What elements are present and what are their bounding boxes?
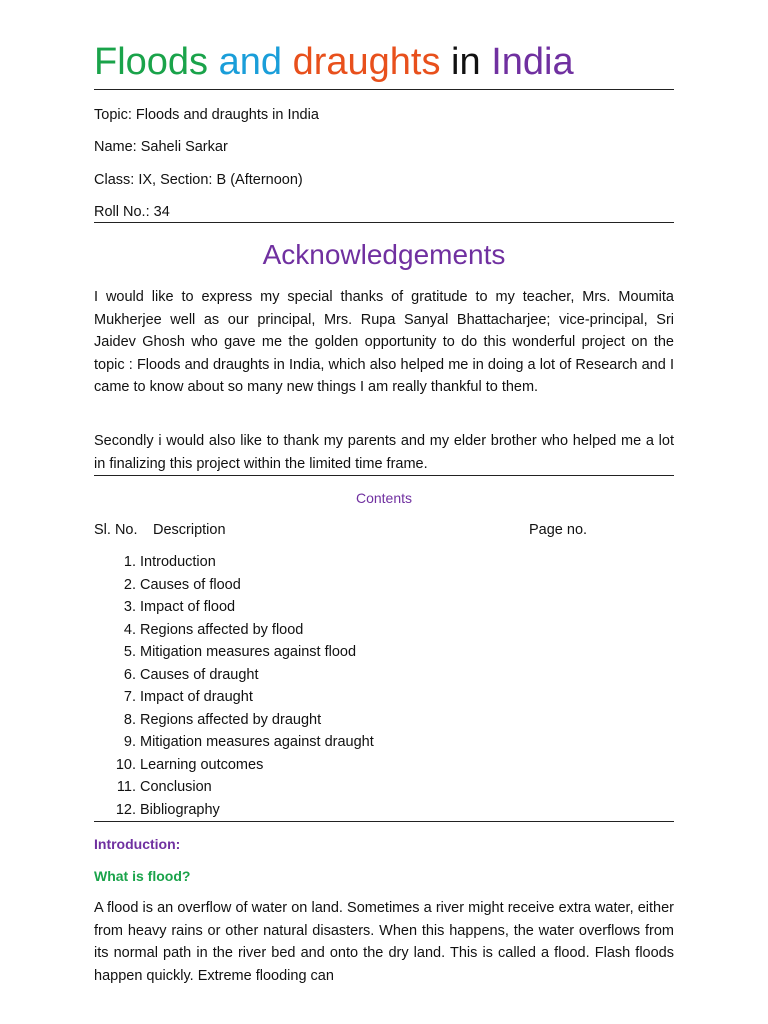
title-divider (94, 89, 674, 90)
acknowledgements-paragraph-2: Secondly i would also like to thank my parents and my elder brother who helped me a lot in finalizing this project within the limited time frame. (94, 433, 674, 472)
contents-item-12[interactable] (94, 799, 674, 822)
title-word-draughts: draughts (292, 41, 441, 83)
contents-item-number: 11. (116, 779, 136, 795)
contents-item-1[interactable] (94, 551, 674, 574)
contents-item-label: Mitigation measures against draught (140, 734, 374, 750)
contents-col-description: Description (153, 522, 226, 538)
contents-item-number: 8. (123, 711, 136, 728)
contents-heading: Contents (355, 490, 413, 506)
info-class: Class: IX, Section: B (Afternoon) (94, 172, 303, 188)
contents-item-number: 3. (123, 599, 136, 615)
contents-item-10[interactable] (94, 754, 674, 777)
contents-item-number: 12. (115, 801, 136, 818)
what-is-flood-heading: What is flood? (94, 868, 191, 884)
acknowledgements-heading: Acknowledgements (262, 239, 506, 270)
contents-item-label: Impact of draught (140, 689, 253, 705)
info-roll: Roll No.: 34 (94, 204, 170, 220)
contents-item-number: 10. (115, 756, 136, 773)
contents-item-5[interactable] (94, 641, 674, 664)
contents-item-label: Regions affected by flood (140, 621, 304, 638)
contents-item-6[interactable] (94, 664, 674, 687)
contents-item-number: 7. (123, 689, 136, 705)
contents-list (94, 551, 674, 821)
contents-item-number: 4. (123, 621, 136, 638)
contents-item-label: Causes of draught (140, 666, 259, 683)
contents-item-number: 2. (123, 576, 136, 593)
contents-item-2[interactable] (94, 574, 674, 597)
contents-item-label: Bibliography (140, 801, 220, 818)
contents-item-number: 1. (123, 554, 136, 570)
contents-divider (94, 821, 674, 822)
contents-item-8[interactable] (94, 709, 674, 732)
contents-item-number: 9. (123, 734, 136, 750)
contents-item-label: Introduction (140, 554, 216, 570)
contents-item-label: Learning outcomes (140, 756, 264, 773)
contents-item-label: Mitigation measures against flood (140, 644, 357, 660)
contents-item-label: Impact of flood (140, 599, 236, 615)
info-name: Name: Saheli Sarkar (94, 139, 228, 155)
introduction-heading: Introduction: (94, 836, 181, 852)
info-divider (94, 222, 674, 223)
acknowledgements-paragraph-1: I would like to express my special thanks of gratitude to my teacher, Mrs. Moumita Mukherjee well as our principal, Mrs. Rupa Sanyal Bhattacharjee; vice-principal, Sri Jaidev Ghosh who gave me the golden opportunity to do this wonderful project on the topic : Floods and draughts in India, which also helped me in doing a lot of Research and I came to know about so many new things I am really thankful to them. (94, 289, 674, 395)
info-topic: Topic: Floods and draughts in India (94, 107, 319, 123)
contents-item-9[interactable] (94, 731, 674, 754)
contents-col-slno: Sl. No. (94, 522, 138, 538)
title-word-floods: Floods (94, 41, 209, 83)
contents-col-page: Page no. (529, 522, 588, 538)
contents-item-label: Causes of flood (140, 576, 241, 593)
page-title (94, 38, 574, 86)
title-word-in: in (451, 41, 481, 83)
contents-item-number: 5. (123, 644, 136, 660)
title-word-india: India (491, 41, 574, 83)
contents-item-label: Conclusion (140, 779, 212, 795)
contents-item-7[interactable] (94, 686, 674, 709)
contents-item-3[interactable] (94, 596, 674, 619)
contents-item-4[interactable] (94, 619, 674, 642)
contents-item-number: 6. (123, 666, 136, 683)
contents-item-11[interactable] (94, 776, 674, 799)
contents-item-label: Regions affected by draught (140, 711, 322, 728)
title-word-and: and (218, 41, 283, 83)
acknowledgements-divider (94, 475, 674, 476)
introduction-paragraph: A flood is an overflow of water on land. Sometimes a river might receive extra water, either from heavy rains or other natural disasters. When this happens, the water overflows from its normal path in the river bed and onto the dry land. This is called a flood. Flash floods happen quickly. Extreme flooding can (94, 900, 674, 984)
